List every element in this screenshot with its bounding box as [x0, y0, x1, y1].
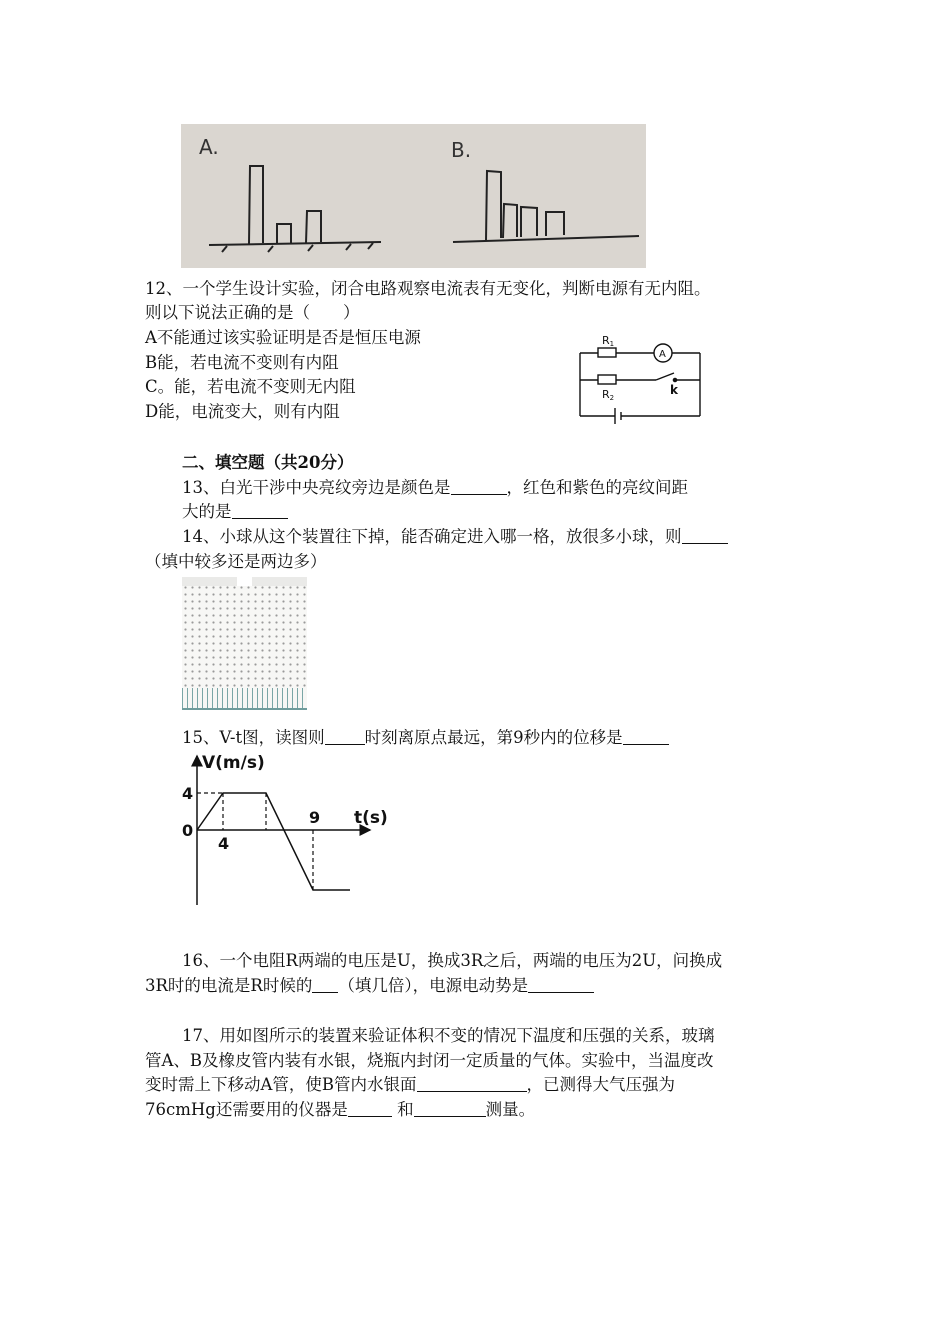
switch-k	[656, 373, 674, 380]
q15-line1	[182, 727, 669, 749]
vt-tick-x9: 9	[309, 808, 321, 827]
q14-blank[interactable]	[682, 527, 728, 544]
q16-blank-2[interactable]	[528, 976, 594, 993]
galton-board-figure	[182, 577, 307, 710]
resistor-r1	[598, 348, 616, 357]
q13-text-b: ，红色和紫色的亮纹间距	[506, 478, 688, 497]
vt-ylabel: V(m/s)	[202, 753, 265, 773]
q16-line2	[145, 975, 594, 997]
vt-tick-origin: 0	[182, 821, 194, 840]
q12-option-d: D能，电流变大，则有内阻	[145, 402, 340, 421]
q13-blank-1[interactable]	[451, 478, 507, 495]
vt-tick-y4: 4	[182, 784, 194, 803]
q12-line2: 则以下说法正确的是（ ）	[145, 303, 360, 322]
q12-option-b: B能，若电流不变则有内阻	[145, 353, 339, 372]
resistor-r2	[598, 375, 616, 384]
q14-line2: （填中较多还是两边多）	[145, 552, 327, 571]
label-switch: k	[670, 383, 678, 397]
bar-sketch-drawing	[181, 124, 646, 268]
q15-blank-1[interactable]	[325, 728, 365, 745]
q17-text-e: 测量。	[485, 1100, 536, 1119]
q16-text-b: （填几倍），电源电动势是	[338, 976, 529, 995]
q17-blank-3[interactable]	[414, 1100, 486, 1117]
label-ammeter: A	[659, 349, 666, 360]
q13-line1	[182, 477, 688, 499]
q16-blank-1[interactable]	[312, 976, 338, 993]
q13-text-a: 13、白光干涉中央亮纹旁边是颜色是	[182, 478, 451, 497]
q16-line1: 16、一个电阻R两端的电压是U，换成3R之后，两端的电压为2U，问换成	[182, 951, 723, 970]
q13-line2	[182, 501, 288, 523]
q17-text-b: ，已测得大气压强为	[526, 1075, 676, 1094]
q13-blank-2[interactable]	[232, 502, 288, 519]
q17-line4	[145, 1099, 535, 1121]
q15-text-a: 15、V-t图，读图则	[182, 728, 325, 747]
q17-line1: 17、用如图所示的装置来验证体积不变的情况下温度和压强的关系，玻璃	[182, 1026, 715, 1045]
q17-text-c: 76cmHg还需要用的仪器是	[145, 1100, 348, 1119]
q14-text-a: 14、小球从这个装置往下掉，能否确定进入哪一格，放很多小球，则	[182, 527, 682, 546]
sketch-label-a: A.	[199, 135, 219, 159]
section2-title: 二、填空题（共20分）	[182, 453, 354, 472]
q17-line3	[145, 1074, 675, 1096]
galton-base	[182, 708, 307, 710]
q12-option-a: A不能通过该实验证明是否是恒压电源	[145, 328, 421, 347]
label-r2: R2	[602, 388, 615, 402]
vt-tick-x4: 4	[218, 834, 230, 853]
q15-text-b: 时刻离原点最远，第9秒内的位移是	[364, 728, 623, 747]
q17-blank-1[interactable]	[417, 1075, 527, 1092]
q17-text-a: 变时需上下移动A管，使B管内水银面	[145, 1075, 417, 1094]
vt-xlabel: t(s)	[354, 808, 388, 828]
q15-blank-2[interactable]	[623, 728, 669, 745]
q13-text-c: 大的是	[182, 502, 232, 521]
q16-text-a: 3R时的电流是R时候的	[145, 976, 313, 995]
circuit-diagram	[574, 330, 706, 426]
q12-option-c: C。能，若电流不变则无内阻	[145, 377, 356, 396]
sketch-a-bars	[209, 166, 381, 252]
sketch-label-b: B.	[451, 138, 472, 162]
bar-sketch-photo	[181, 124, 646, 268]
sketch-b-bars	[453, 171, 639, 242]
galton-funnel-opening	[237, 577, 252, 586]
q17-line2: 管A、B及橡皮管内装有水银，烧瓶内封闭一定质量的气体。实验中，当温度改	[145, 1051, 714, 1070]
label-r1: R1	[602, 334, 615, 348]
q17-text-d: 和	[391, 1100, 414, 1119]
q17-blank-2[interactable]	[348, 1100, 392, 1117]
galton-bins	[182, 688, 307, 710]
q12-line1: 12、一个学生设计实验，闭合电路观察电流表有无变化，判断电源有无内阻。	[145, 279, 711, 298]
q14-line1	[182, 526, 728, 548]
vt-graph	[178, 750, 408, 910]
